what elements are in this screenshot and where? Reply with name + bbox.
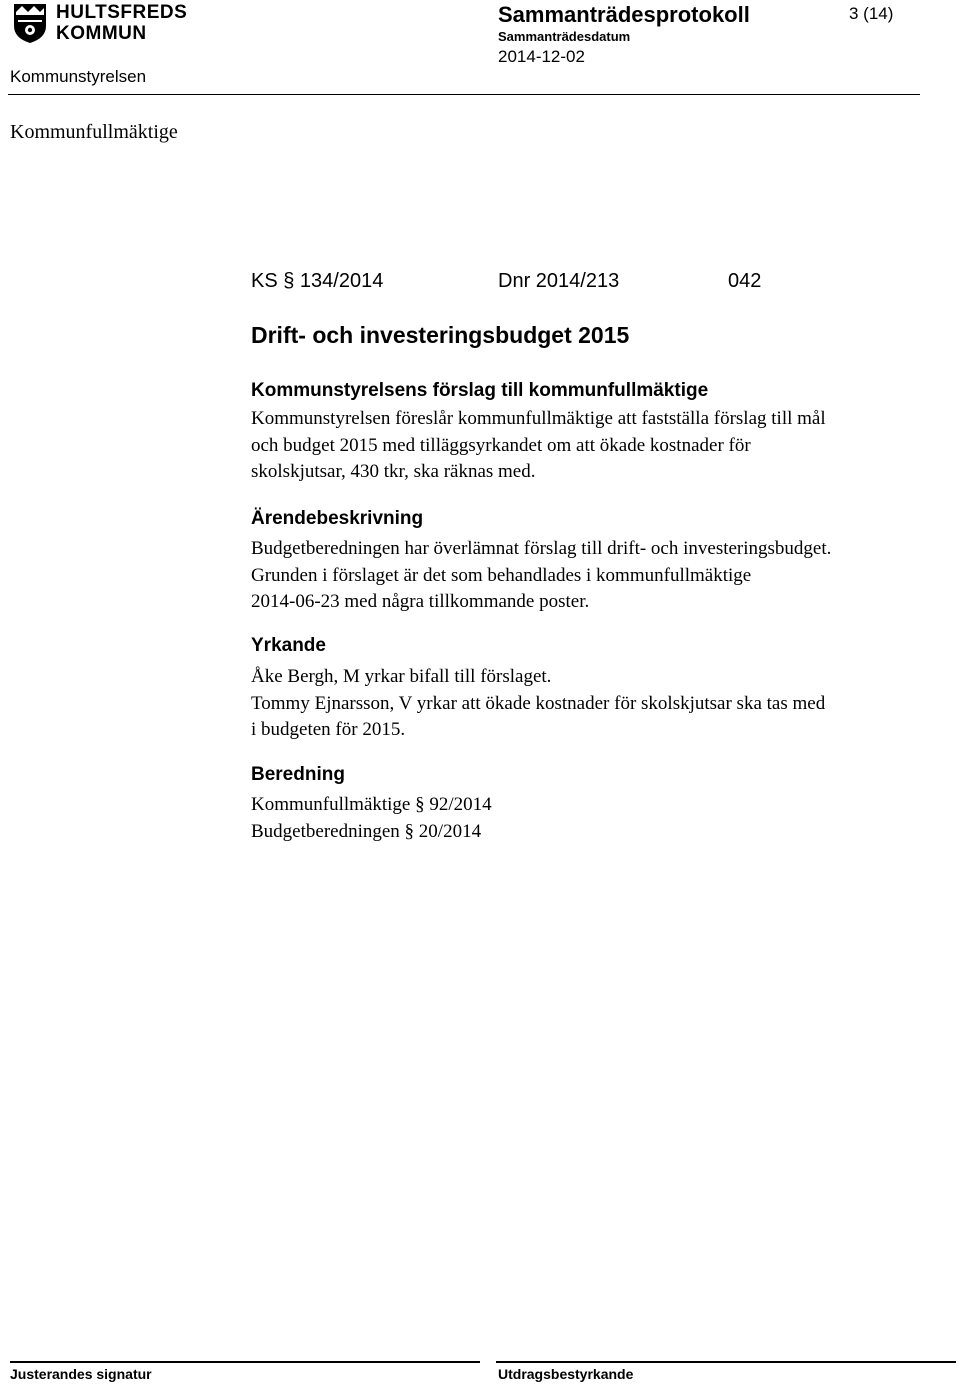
dnr-reference: Dnr 2014/213 bbox=[498, 270, 620, 292]
recipient: Kommunfullmäktige bbox=[10, 121, 178, 143]
page-number: 3 (14) bbox=[849, 4, 894, 23]
text-line: Kommunfullmäktige § 92/2014 bbox=[251, 794, 492, 815]
proposal-heading: Kommunstyrelsens förslag till kommunfullmäktige bbox=[251, 380, 709, 401]
organization-name: Kommunstyrelsen bbox=[10, 67, 147, 86]
preparation-text bbox=[251, 792, 492, 845]
description-heading: Ärendebeskrivning bbox=[251, 508, 424, 529]
extract-label: Utdragsbestyrkande bbox=[498, 1366, 634, 1382]
text-line: Grunden i förslaget är det som behandlades i kommunfullmäktige bbox=[251, 564, 752, 586]
ks-reference: KS § 134/2014 bbox=[251, 270, 384, 292]
text-line: skolskjutsar, 430 tkr, ska räknas med. bbox=[251, 461, 536, 482]
case-title: Drift- och investeringsbudget 2015 bbox=[251, 322, 630, 348]
preparation-heading: Beredning bbox=[251, 764, 345, 785]
header-divider bbox=[8, 94, 920, 95]
signature-rule bbox=[10, 1361, 480, 1363]
coat-of-arms-icon bbox=[10, 2, 50, 44]
document-title: Sammanträdesprotokoll bbox=[498, 2, 750, 27]
text-line: Budgetberedningen § 20/2014 bbox=[251, 820, 482, 842]
text-line: Budgetberedningen har överlämnat förslag till drift- och investeringsbudget. bbox=[251, 538, 832, 559]
text-line: Tommy Ejnarsson, V yrkar att ökade kostnader för skolskjutsar ska tas med bbox=[251, 692, 826, 714]
description-text bbox=[251, 536, 831, 616]
archive-code: 042 bbox=[728, 270, 762, 292]
municipality-logo bbox=[10, 2, 188, 46]
signature-label: Justerandes signatur bbox=[10, 1366, 152, 1382]
motion-heading: Yrkande bbox=[251, 635, 326, 656]
logo-text-line2: KOMMUN bbox=[56, 23, 147, 44]
proposal-text bbox=[251, 406, 826, 486]
text-line: 2014-06-23 med några tillkommande poster. bbox=[251, 591, 590, 612]
text-line: och budget 2015 med tilläggsyrkandet om att ökade kostnader för bbox=[251, 434, 751, 456]
logo-text-line1: HULTSFREDS bbox=[56, 2, 188, 23]
extract-rule bbox=[496, 1361, 956, 1363]
meeting-date: 2014-12-02 bbox=[498, 47, 585, 66]
meeting-date-label: Sammanträdesdatum bbox=[498, 29, 631, 44]
text-line: i budgeten för 2015. bbox=[251, 719, 406, 740]
text-line: Kommunstyrelsen föreslår kommunfullmäktige att fastställa förslag till mål bbox=[251, 408, 826, 429]
text-line: Åke Bergh, M yrkar bifall till förslaget. bbox=[251, 666, 552, 687]
motion-text bbox=[251, 664, 825, 744]
